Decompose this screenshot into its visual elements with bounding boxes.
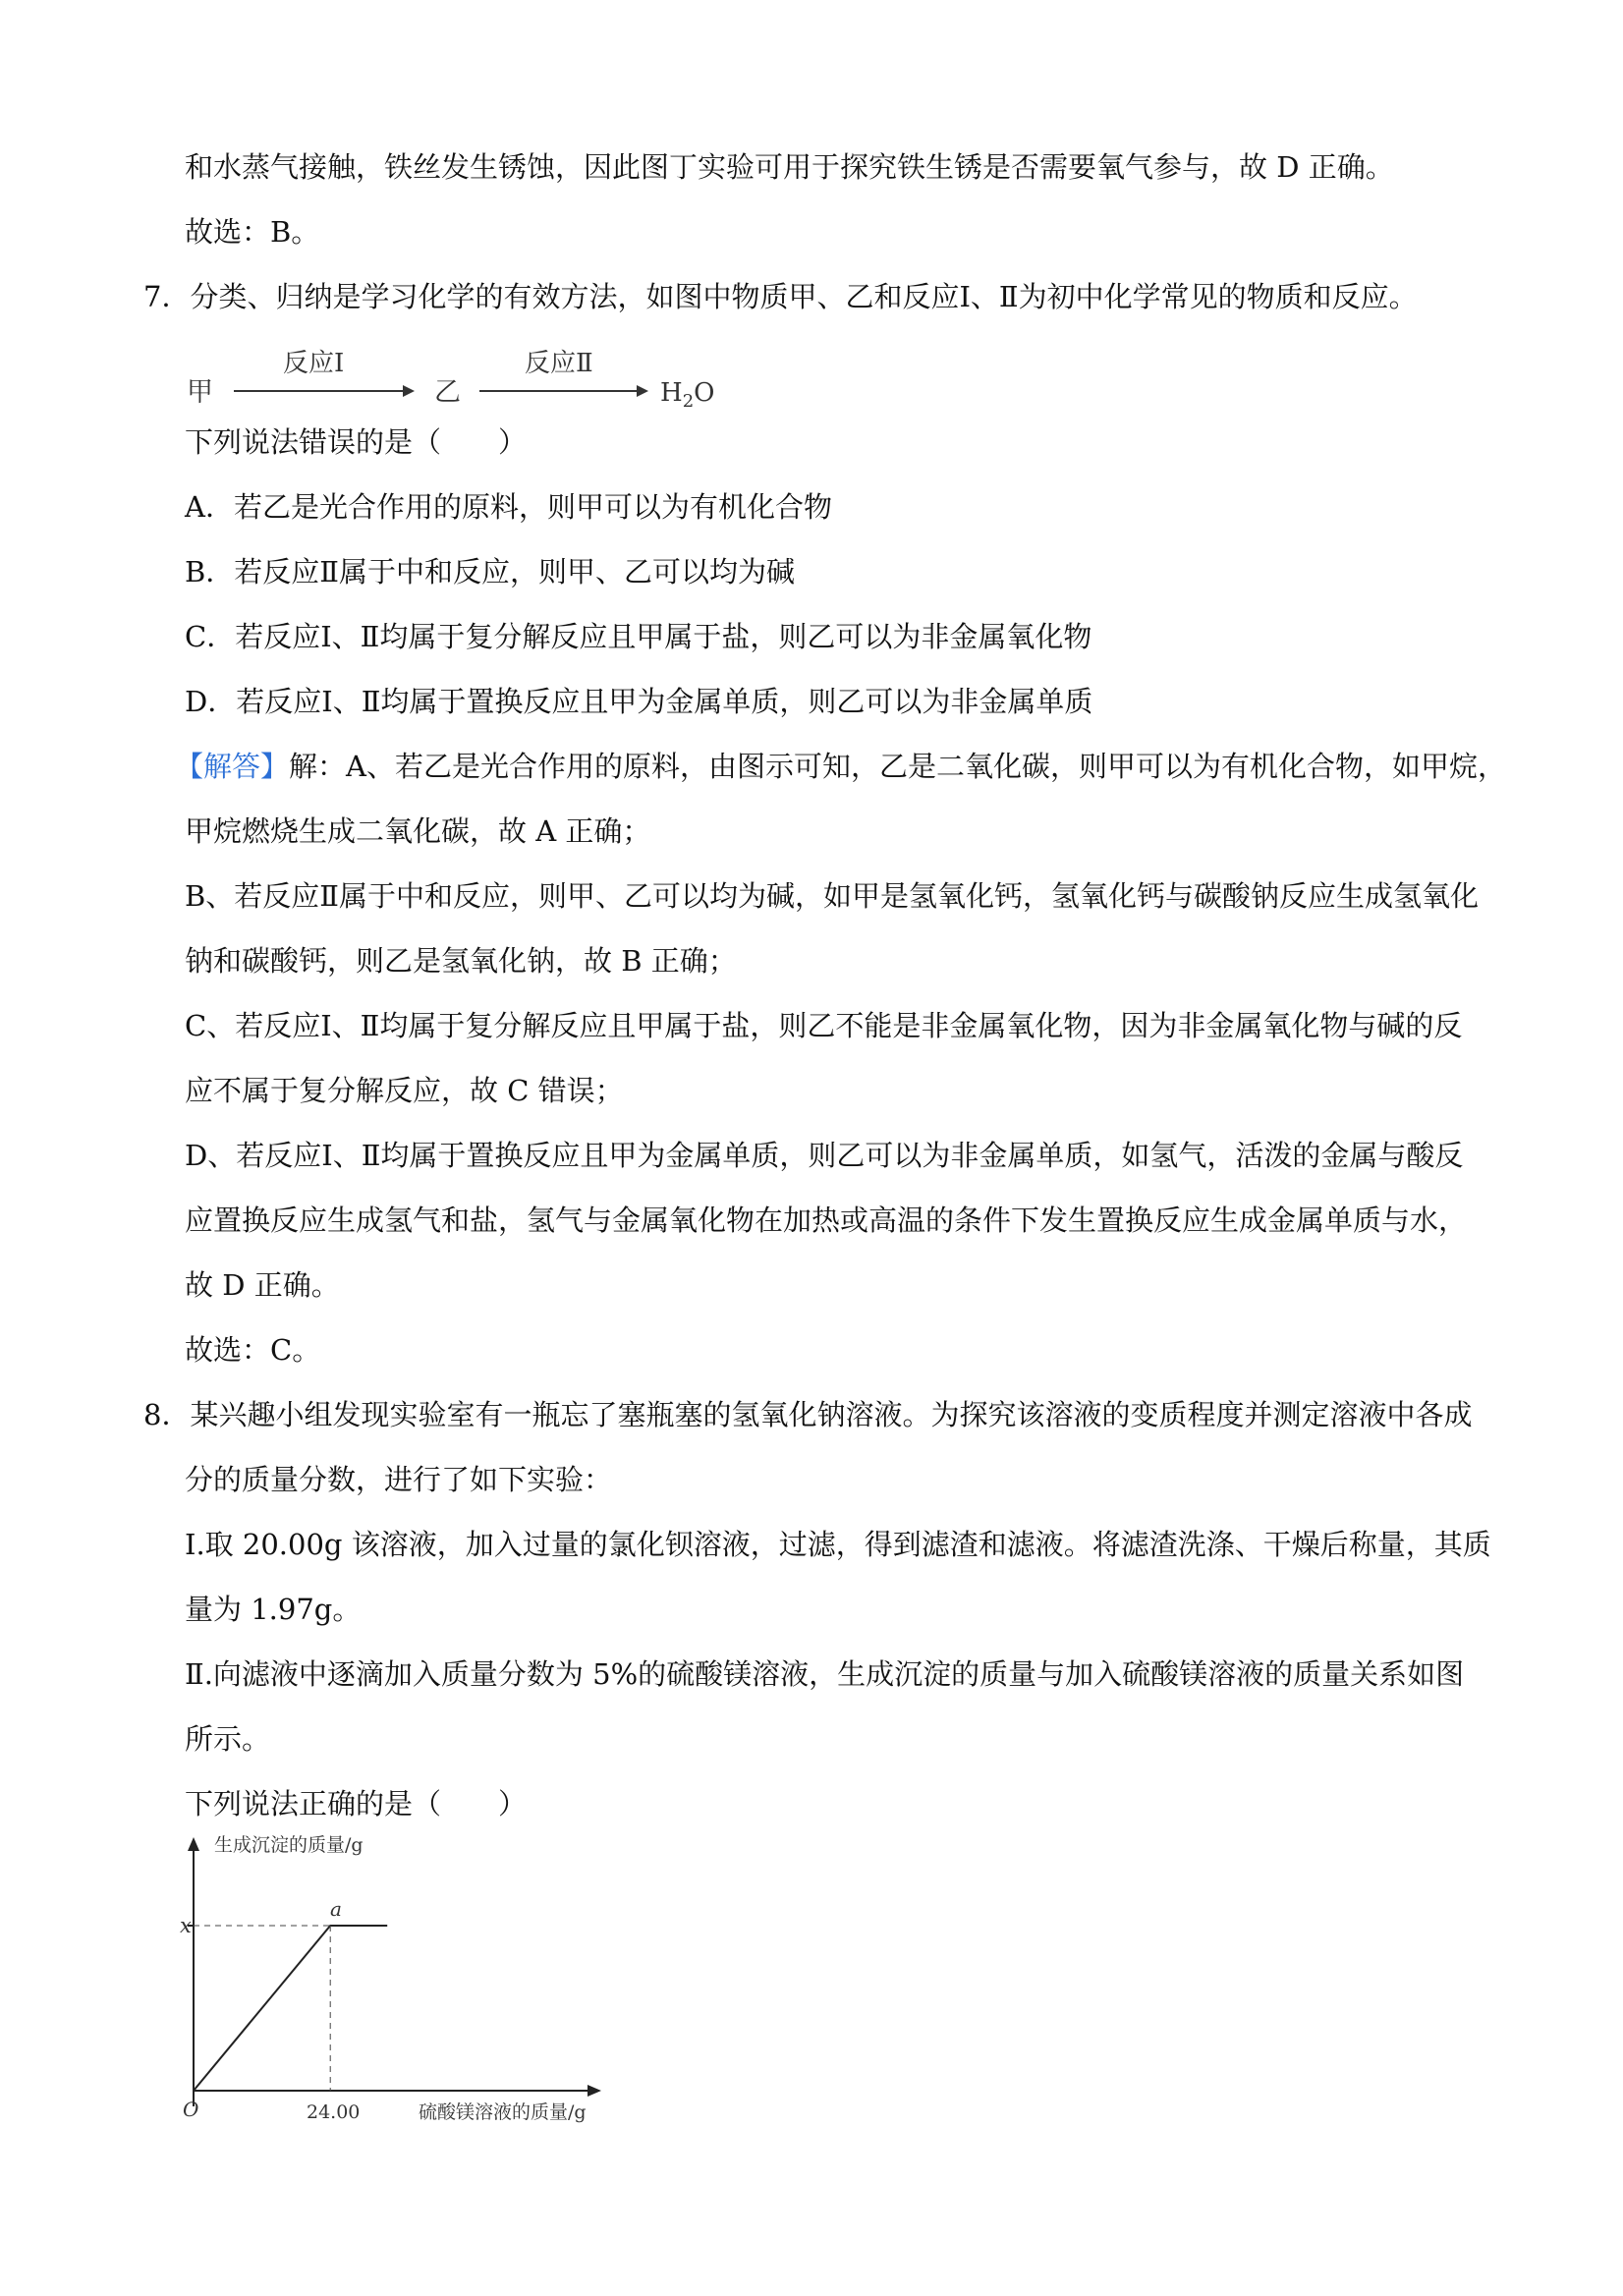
diagram-arrow2-head (637, 385, 648, 397)
answer-paragraph (175, 747, 1506, 786)
step-1-line: Ⅰ.取 20.00g 该溶液，加入过量的氯化钡溶液，过滤，得到滤渣和滤液。将滤渣洗涤、干燥后称量，其质 (185, 1528, 1491, 1561)
answer-line: 甲烷燃烧生成二氧化碳，故 A 正确； (185, 814, 651, 848)
x-axis-arrowhead (588, 2085, 601, 2097)
answer-choice: 故选：B。 (185, 215, 320, 249)
answer-line: C、若反应Ⅰ、Ⅱ均属于复分解反应且甲属于盐，则乙不能是非金属氧化物，因为非金属氧化物与碱的反 (185, 1009, 1463, 1042)
series-line (194, 1926, 387, 2091)
step-1-line: 量为 1.97g。 (185, 1593, 362, 1626)
y-tick-label: x (180, 1914, 192, 1937)
option-a: A．若乙是光合作用的原料，则甲可以为有机化合物 (185, 490, 832, 524)
step-2-line: 所示。 (185, 1722, 271, 1756)
point-label: a (330, 1897, 342, 1921)
answer-line: 故 D 正确。 (185, 1268, 340, 1302)
answer-choice: 故选：C。 (185, 1333, 321, 1367)
question-8-stem-cont: 分的质量分数，进行了如下实验： (185, 1463, 613, 1496)
precipitate-chart (177, 1833, 629, 2128)
diagram-arrow2-label: 反应Ⅱ (525, 349, 593, 378)
question-7-stem: 7．分类、归纳是学习化学的有效方法，如图中物质甲、乙和反应Ⅰ、Ⅱ为初中化学常见的物质和反应。 (143, 280, 1418, 313)
option-c: C．若反应Ⅰ、Ⅱ均属于复分解反应且甲属于盐，则乙可以为非金属氧化物 (185, 620, 1092, 653)
option-d: D．若反应Ⅰ、Ⅱ均属于置换反应且甲为金属单质，则乙可以为非金属单质 (185, 685, 1093, 718)
diagram-node-jia: 甲 (187, 377, 213, 408)
question-8-prompt: 下列说法正确的是（ ） (185, 1787, 528, 1820)
x-axis-label: 硫酸镁溶液的质量/g (419, 2101, 587, 2123)
answer-line: 解：A、若乙是光合作用的原料，由图示可知，乙是二氧化碳，则甲可以为有机化合物，如甲烷， (289, 750, 1506, 783)
text-line: 和水蒸气接触，铁丝发生锈蚀，因此图丁实验可用于探究铁生锈是否需要氧气参与，故 D 正确。 (185, 150, 1394, 184)
step-2-line: Ⅱ.向滤液中逐滴加入质量分数为 5%的硫酸镁溶液，生成沉淀的质量与加入硫酸镁溶液的质量关系如图 (185, 1657, 1465, 1691)
answer-tag: 【解答】 (175, 750, 290, 783)
question-8-stem: 8．某兴趣小组发现实验室有一瓶忘了塞瓶塞的氢氧化钠溶液。为探究该溶液的变质程度并测定溶液中各成 (143, 1398, 1473, 1431)
y-axis-label: 生成沉淀的质量/g (214, 1834, 364, 1856)
diagram-arrow1-head (403, 385, 415, 397)
diagram-node-water: $H_2O$ (660, 378, 715, 412)
answer-line: D、若反应Ⅰ、Ⅱ均属于置换反应且甲为金属单质，则乙可以为非金属单质，如氢气，活泼的金属与酸反 (185, 1139, 1464, 1172)
y-axis-arrowhead (188, 1837, 199, 1851)
answer-line: 应不属于复分解反应，故 C 错误； (185, 1074, 624, 1107)
option-b: B．若反应Ⅱ属于中和反应，则甲、乙可以均为碱 (185, 555, 796, 588)
answer-line: 应置换反应生成氢气和盐，氢气与金属氧化物在加热或高温的条件下发生置换反应生成金属单质与水， (185, 1204, 1468, 1237)
question-7-prompt: 下列说法错误的是（ ） (185, 425, 528, 459)
diagram-arrow1-label: 反应Ⅰ (283, 349, 345, 378)
reaction-diagram (185, 342, 794, 420)
answer-line: 钠和碳酸钙，则乙是氢氧化钠，故 B 正确； (185, 944, 737, 978)
origin-label: O (183, 2098, 199, 2121)
diagram-node-yi: 乙 (434, 377, 461, 408)
answer-line: B、若反应Ⅱ属于中和反应，则甲、乙可以均为碱，如甲是氢氧化钙，氢氧化钙与碳酸钠反应生成氢氧化 (185, 879, 1480, 913)
x-tick-label: 24.00 (307, 2101, 361, 2123)
